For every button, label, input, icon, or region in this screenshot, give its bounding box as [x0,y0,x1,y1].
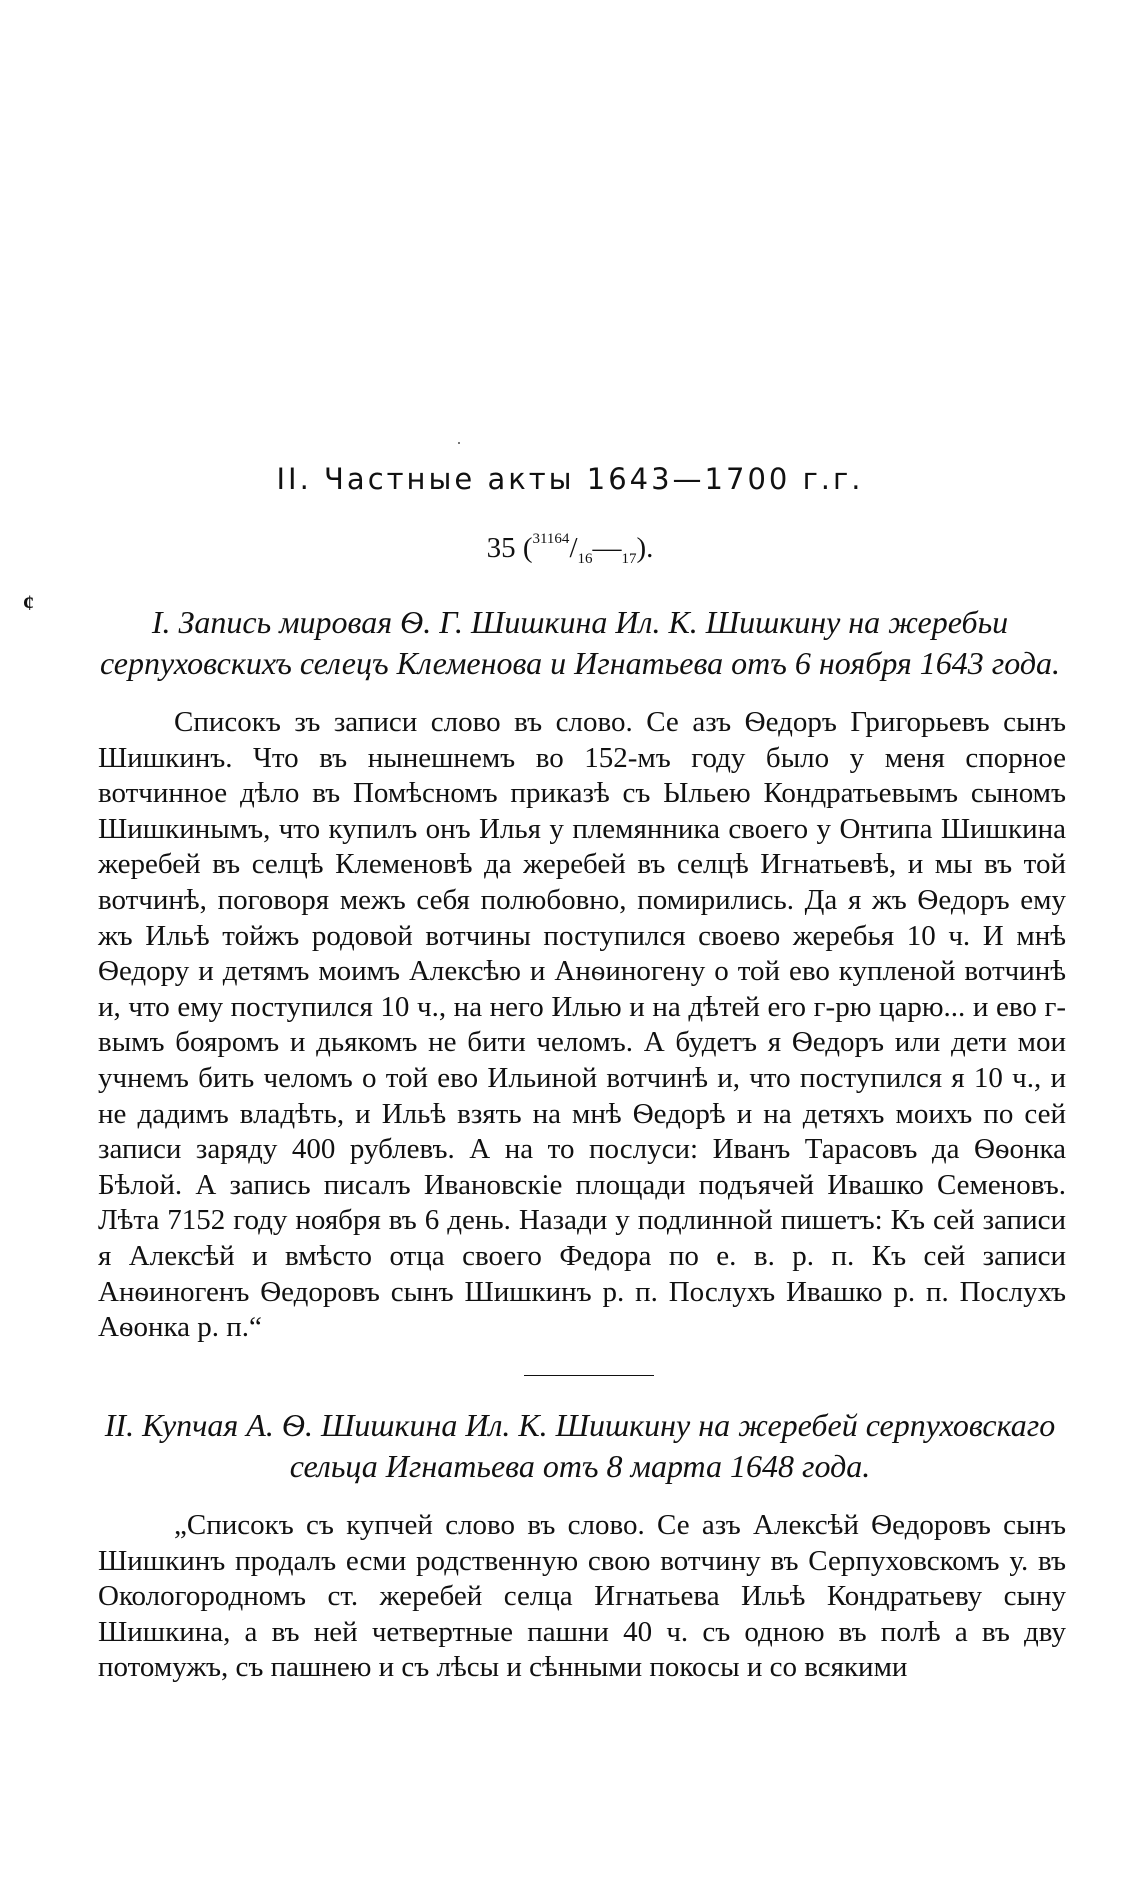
document-1-title: I. Запись мировая Ѳ. Г. Шишкина Ил. К. Шишкину на жеребьи серпуховскихъ селецъ Клеменова и Игнатьева отъ 6 ноября 1643 года. [100,604,1061,681]
reference-suffix: 17 [621,551,637,567]
stray-dot [458,442,460,444]
document-1-body: Списокъ зъ записи слово въ слово. Се азъ Ѳедоръ Григорьевъ сынъ Шишкинъ. Что въ нынешнемъ во 152-мъ году было у меня спорное вотчинное дѣло въ Помѣсномъ приказѣ съ Ыльею Кондратьевымъ сыномъ Шишкинымъ, что купилъ онъ Илья у племянника своего у Онтипа Шишкина жеребей въ селцѣ Клеменовѣ да жеребей въ селцѣ Игнатьевѣ, и мы въ той вотчинѣ, поговоря межъ себя полюбовно, помирились. Да я жъ Ѳедоръ ему жъ Ильѣ тойжъ родовой вотчины поступился своево жеребья 10 ч. И мнѣ Ѳедору и детямъ моимъ Алексѣю и Анѳиногену о той ево купленой вотчинѣ и, что ему поступился 10 ч., на него Илью и на дѣтей его г-рю царю... и ево г-вымъ бояромъ и дьякомъ не бити челомъ. А будетъ я Ѳедоръ или дети мои учнемъ бить челомъ о той ево Ильиной вотчинѣ и, что поступился я 10 ч., и не дадимъ владѣть, и Ильѣ взять на мнѣ Ѳедорѣ и на детяхъ моихъ по сей записи заряду 400 рублевъ. А на то послуси: Иванъ Тарасовъ да Ѳѳонка Бѣлой. А запись писалъ Ивановскіе площади подъячей Ивашко Семеновъ. Лѣта 7152 году ноября въ 6 день. Назади у подлинной пишетъ: Къ сей записи я Алексѣй и вмѣсто отца своего Федора по е. в. р. п. Къ сей записи Анѳиногенъ Ѳедоровъ сынъ Шишкинъ р. п. Послухъ Ивашко р. п. Послухъ Аѳонка р. п.“ [98,706,1066,1344]
margin-mark: ¢ [23,590,34,615]
document-2-body: „Списокъ съ купчей слово въ слово. Се азъ Алексѣй Ѳедоровъ сынъ Шишкинъ продалъ есми родственную свою вотчину въ Серпуховскомъ у. въ Окологородномъ ст. жеребей селца Игнатьева Ильѣ Кондратьеву сыну Шишкина, а въ ней четвертные пашни 40 ч. съ одною въ полѣ а въ дву потомужъ, съ пашнею и съ лѣсы и сѣнными покосы и со всякими [98,1509,1066,1684]
document-2-title: II. Купчая А. Ѳ. Шишкина Ил. К. Шишкину на жеребей серпуховскаго сельца Игнатьева отъ 8 марта 1648 года. [104,1407,1056,1484]
document-reference: $(^{31164}/_{16}—_{17})$. [522,531,654,567]
reference-denominator: 16 [577,551,593,567]
document-number [0,532,1140,565]
section-divider [524,1375,654,1376]
reference-numerator: 31164 [532,531,570,547]
document-number-value: 35 [486,532,516,564]
section-heading: II. Частные акты 1643—1700 г.г. [276,462,864,496]
